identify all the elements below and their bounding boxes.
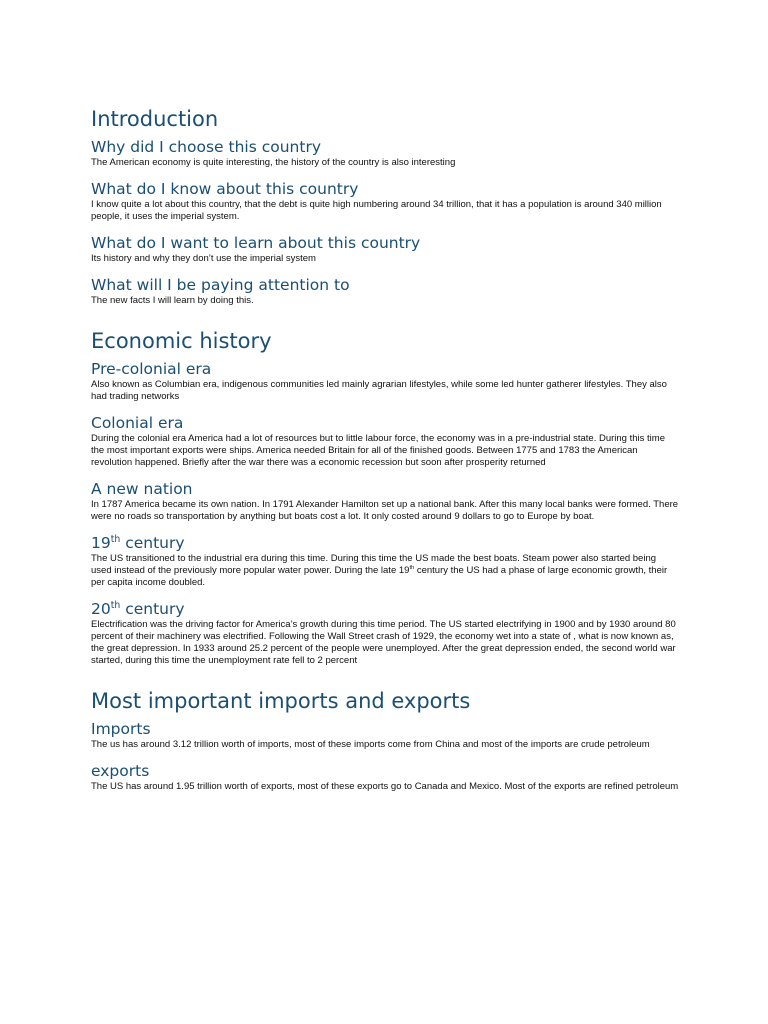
why-choose-heading: Why did I choose this country: [91, 138, 321, 156]
century-20-heading: [91, 599, 679, 619]
attention-block: [91, 275, 679, 307]
what-know-heading: What do I know about this country: [91, 180, 359, 198]
why-choose-text: The American economy is quite interesting, the history of the country is also interesting: [91, 157, 456, 168]
economic-history-heading: Economic history: [91, 329, 272, 353]
precolonial-block: [91, 359, 679, 403]
century-20-block: [91, 599, 679, 667]
new-nation-heading: A new nation: [91, 480, 193, 498]
attention-text: The new facts I will learn by doing this.: [91, 295, 254, 306]
century-20-word: century: [120, 600, 185, 618]
century-19-number: 19: [91, 534, 111, 552]
exports-block: [91, 761, 679, 793]
imports-text: The us has around 3.12 trillion worth of imports, most of these imports come from China and most of the imports are crude petroleum: [91, 739, 650, 750]
century-20-number: 20: [91, 600, 111, 618]
colonial-text: During the colonial era America had a lot of resources but to little labour force, the economy was in a pre-industrial state. During this time the most important exports were ships. America needed Britain for all of the finished goods. Between 1775 and 1783 the American revolution happened. Briefly after the war there was a economic recession but soon after prosperity returned: [91, 433, 665, 468]
economic-history-section: [91, 327, 679, 667]
century-19-text-part-a: The US transitioned to the industrial era during this time. During this time the US made the best boats. Steam power also started being used instead of the previously more popular water power. During the late 19: [91, 553, 657, 576]
century-19-text-suffix: th: [409, 564, 415, 571]
precolonial-heading: Pre-colonial era: [91, 360, 212, 378]
exports-heading: exports: [91, 762, 150, 780]
colonial-block: [91, 413, 679, 469]
imports-exports-heading: Most important imports and exports: [91, 689, 471, 713]
colonial-heading: Colonial era: [91, 414, 184, 432]
introduction-heading: Introduction: [91, 107, 219, 131]
what-know-block: [91, 179, 679, 223]
century-20-suffix: th: [110, 599, 121, 611]
want-learn-block: [91, 233, 679, 265]
introduction-section: [91, 105, 679, 307]
what-know-text: I know quite a lot about this country, that the debt is quite high numbering around 34 trillion, that it has a population is around 340 million people, it uses the imperial system.: [91, 199, 662, 222]
century-19-heading: [91, 533, 679, 553]
century-19-text-part-b: century the US had a phase of large economic growth, their per capita income doubled.: [91, 565, 668, 588]
want-learn-heading: What do I want to learn about this country: [91, 234, 421, 252]
century-19-word: century: [120, 534, 185, 552]
century-20-text: Electrification was the driving factor for America’s growth during this time period. The US started electrifying in 1900 and by 1930 around 80 percent of their machinery was electrified. Following the Wall Street crash of 1929, the economy wet into a state of , what is now known as, the great depression. In 1933 around 25.2 percent of the people were unemployed. After the great depression ended, the second world war started, during this time the unemployment rate fell to 2 percent: [91, 619, 676, 666]
century-19-block: [91, 533, 679, 589]
want-learn-text: Its history and why they don’t use the imperial system: [91, 253, 316, 264]
century-19-text: [91, 553, 679, 589]
imports-heading: Imports: [91, 720, 151, 738]
imports-block: [91, 719, 679, 751]
century-19-suffix: th: [110, 533, 121, 545]
attention-heading: What will I be paying attention to: [91, 276, 350, 294]
precolonial-text: Also known as Columbian era, indigenous communities led mainly agrarian lifestyles, while some led hunter gatherer lifestyles. They also had trading networks: [91, 379, 667, 402]
imports-exports-section: [91, 687, 679, 793]
new-nation-text: In 1787 America became its own nation. In 1791 Alexander Hamilton set up a national bank. After this many local banks were formed. There were no roads so transportation by anything but boats cost a lot. It only costed around 9 dollars to go to Europe by boat.: [91, 499, 679, 522]
exports-text: The US has around 1.95 trillion worth of exports, most of these exports go to Canada and Mexico. Most of the exports are refined petroleum: [91, 781, 679, 792]
document-page: [91, 105, 679, 813]
why-choose-block: [91, 137, 679, 169]
new-nation-block: [91, 479, 679, 523]
